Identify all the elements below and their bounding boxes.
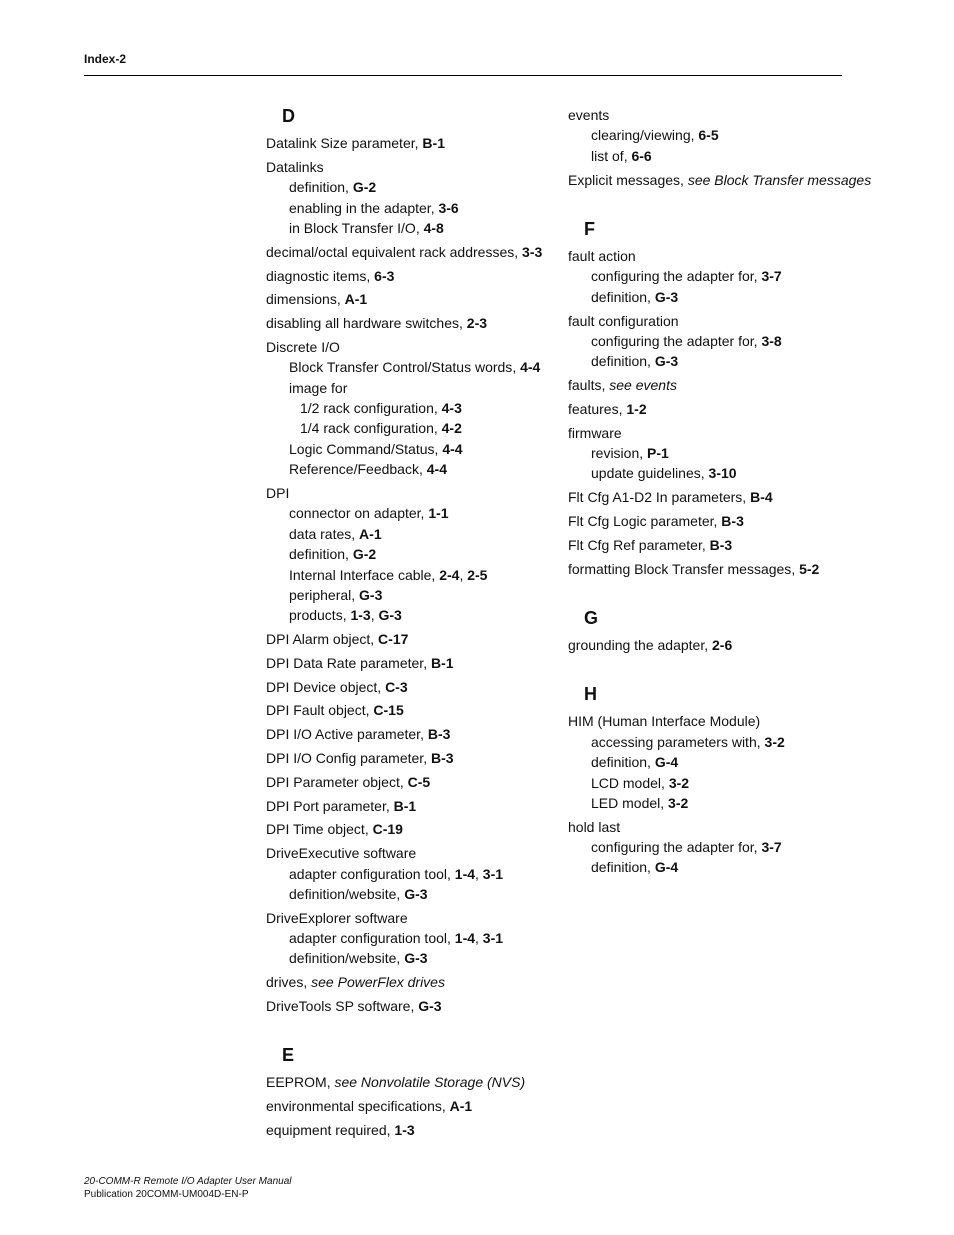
- index-entry: [266, 700, 551, 720]
- term-text: in Block Transfer I/O: [289, 219, 416, 236]
- term-text: DPI Fault object: [266, 702, 366, 719]
- index-section: [568, 105, 872, 190]
- index-subterm: configuring the adapter for, 3-8: [591, 332, 782, 349]
- index-subterm: definition, G-2: [289, 546, 377, 563]
- term-text: DPI Parameter object: [266, 773, 400, 790]
- term-text: clearing/viewing: [591, 127, 691, 144]
- index-entry: [568, 559, 858, 579]
- index-subterm: LED model, 3-2: [591, 794, 689, 811]
- page-reference: 4-8: [423, 219, 444, 236]
- publication-number: Publication 20COMM-UM004D-EN-P: [84, 1189, 249, 1200]
- index-entry: [266, 796, 551, 816]
- page-reference: 4-4: [442, 440, 463, 457]
- index-entry: [266, 629, 551, 649]
- term-text: DriveExplorer software: [266, 909, 408, 926]
- index-entry: [266, 289, 551, 309]
- see-reference: see PowerFlex drives: [311, 974, 445, 991]
- index-term: [266, 843, 551, 863]
- page-footer: [84, 1175, 291, 1201]
- term-text: list of: [591, 147, 624, 164]
- page-reference: B-3: [427, 726, 451, 743]
- term-text: DPI I/O Config parameter: [266, 750, 424, 767]
- page-reference: 4-4: [426, 461, 447, 478]
- term-text: definition: [591, 353, 648, 370]
- page-reference: G-3: [654, 288, 679, 305]
- term-text: connector on adapter: [289, 505, 421, 522]
- page-reference: G-2: [352, 179, 377, 196]
- term-text: Flt Cfg Logic parameter: [568, 512, 714, 529]
- index-term: DPI I/O Config parameter, B-3: [266, 750, 454, 767]
- page-reference: B-1: [422, 135, 445, 151]
- term-text: formatting Block Transfer messages: [568, 560, 792, 577]
- page-reference: 4-4: [520, 359, 541, 376]
- term-text: EEPROM: [266, 1074, 327, 1091]
- term-text: HIM (Human Interface Module): [568, 713, 761, 730]
- term-text: features: [568, 400, 619, 417]
- index-term: [568, 246, 858, 266]
- page-reference: 3-7: [761, 268, 782, 285]
- index-subterm: configuring the adapter for, 3-7: [591, 839, 782, 856]
- term-text: DPI Alarm object: [266, 631, 371, 648]
- page-reference: 2-5: [467, 566, 488, 583]
- index-entry: [266, 677, 551, 697]
- page-reference: C-5: [407, 773, 431, 790]
- index-entry: [266, 1120, 551, 1140]
- index-term: disabling all hardware switches, 2-3: [266, 315, 488, 332]
- index-subterm: adapter configuration tool, 1-4, 3-1: [289, 930, 504, 947]
- page-reference: 1-4: [454, 865, 476, 882]
- term-text: Datalink Size parameter: [266, 135, 415, 151]
- index-subterm: definition, G-3: [591, 353, 679, 370]
- page-reference: B-4: [750, 489, 773, 506]
- term-text: Datalinks: [266, 158, 324, 175]
- page-reference: 2-4: [439, 566, 460, 583]
- term-text: disabling all hardware switches: [266, 315, 459, 332]
- see-reference: see Block Transfer messages: [687, 171, 872, 188]
- page-reference: G-3: [418, 998, 442, 1015]
- page-reference: 1-1: [428, 505, 449, 522]
- index-term: DPI Time object, C-19: [266, 821, 403, 838]
- index-entry: [266, 483, 551, 626]
- section-letter: F: [584, 218, 595, 239]
- index-entry: [568, 711, 858, 813]
- index-entry: [266, 972, 551, 992]
- index-subterm: definition/website, G-3: [289, 950, 428, 967]
- page-reference: 6-5: [698, 127, 719, 144]
- index-subterm: LCD model, 3-2: [591, 774, 690, 791]
- index-subterm: definition, G-2: [289, 179, 377, 196]
- term-text: fault action: [568, 247, 636, 264]
- term-text: definition: [591, 754, 648, 771]
- index-term: DPI Parameter object, C-5: [266, 773, 431, 790]
- term-text: LED model: [591, 794, 661, 811]
- page-reference: G-3: [404, 885, 428, 902]
- term-text: DriveExecutive software: [266, 845, 417, 862]
- index-entry: [568, 375, 858, 395]
- index-entry: [266, 772, 551, 792]
- index-subterm: connector on adapter, 1-1: [289, 505, 449, 522]
- index-subterm: 1/2 rack configuration, 4-3: [300, 400, 462, 417]
- page-reference: B-3: [709, 536, 733, 553]
- index-column-left: [266, 105, 551, 1140]
- term-text: firmware: [568, 424, 622, 441]
- index-term: Flt Cfg Logic parameter, B-3: [568, 512, 744, 529]
- index-term: drives, see PowerFlex drives: [266, 974, 445, 991]
- term-text: Explicit messages: [568, 171, 681, 188]
- index-column-right: [568, 105, 872, 878]
- page-reference: 3-1: [482, 865, 504, 882]
- page-reference: 3-2: [764, 733, 785, 750]
- page-reference: 5-2: [799, 560, 820, 577]
- page-reference: 1-4: [454, 930, 476, 947]
- term-text: dimensions: [266, 291, 337, 308]
- page-reference: C-19: [372, 821, 403, 838]
- index-subterm: definition, G-4: [591, 859, 679, 876]
- term-text: Discrete I/O: [266, 338, 340, 355]
- section-letter: H: [584, 684, 597, 705]
- index-entry: [266, 266, 551, 286]
- index-subterm: [266, 378, 551, 398]
- section-letter: D: [282, 106, 295, 126]
- term-text: update guidelines: [591, 465, 701, 482]
- page-reference: 6-6: [631, 147, 652, 164]
- term-text: definition/website: [289, 950, 397, 967]
- index-term: [568, 711, 858, 731]
- index-entry: [568, 511, 858, 531]
- section-letter: E: [282, 1045, 295, 1066]
- index-term: [266, 337, 551, 357]
- header-rule: [84, 75, 842, 76]
- index-term: DPI I/O Active parameter, B-3: [266, 726, 451, 743]
- term-text: products: [289, 607, 343, 624]
- term-text: definition/website: [289, 885, 397, 902]
- term-text: revision: [591, 445, 640, 462]
- page-reference: C-15: [373, 702, 404, 719]
- page-reference: 3-1: [482, 930, 504, 947]
- index-term: formatting Block Transfer messages, 5-2: [568, 560, 820, 577]
- index-section: [266, 1044, 551, 1140]
- index-term: dimensions, A-1: [266, 291, 368, 308]
- term-text: adapter configuration tool: [289, 865, 447, 882]
- page-reference: G-4: [654, 859, 679, 876]
- index-subterm: configuring the adapter for, 3-7: [591, 268, 782, 285]
- term-text: DPI Time object: [266, 821, 365, 838]
- term-text: grounding the adapter: [568, 636, 705, 653]
- page-reference: G-3: [404, 950, 428, 967]
- page-reference: B-3: [430, 750, 454, 767]
- term-text: DPI: [266, 484, 290, 501]
- index-term: features, 1-2: [568, 400, 647, 417]
- page-reference: 3-7: [761, 839, 782, 856]
- index-subterm: definition, G-3: [591, 288, 679, 305]
- index-term: [266, 157, 551, 177]
- term-text: DPI Device object: [266, 678, 378, 695]
- index-term: diagnostic items, 6-3: [266, 267, 395, 284]
- index-subterm: data rates, A-1: [289, 525, 382, 542]
- term-text: fault configuration: [568, 312, 679, 329]
- term-text: configuring the adapter for: [591, 332, 754, 349]
- index-term: environmental specifications, A-1: [266, 1098, 473, 1115]
- page-reference: C-3: [385, 678, 408, 695]
- page-label: Index-2: [84, 52, 127, 66]
- index-subterm: list of, 6-6: [591, 147, 652, 164]
- index-entry: [266, 133, 551, 153]
- index-entry: [266, 748, 551, 768]
- term-text: definition: [289, 179, 346, 196]
- term-text: configuring the adapter for: [591, 268, 754, 285]
- term-text: DriveTools SP software: [266, 998, 411, 1015]
- term-text: image for: [289, 379, 348, 396]
- term-text: Logic Command/Status: [289, 440, 435, 457]
- index-entry: [266, 1096, 551, 1116]
- index-term: [266, 483, 551, 503]
- term-text: 1/4 rack configuration: [300, 420, 434, 437]
- index-term: DPI Fault object, C-15: [266, 702, 404, 719]
- term-text: events: [568, 107, 610, 123]
- index-entry: [568, 635, 858, 655]
- index-entry: [266, 724, 551, 744]
- index-entry: [568, 817, 858, 878]
- index-subterm: revision, P-1: [591, 445, 669, 462]
- page-reference: 3-2: [668, 774, 690, 791]
- page-reference: P-1: [647, 445, 669, 462]
- see-reference: see events: [609, 377, 677, 394]
- term-text: peripheral: [289, 586, 352, 603]
- page-reference: 3-2: [668, 794, 689, 811]
- index-subterm: Reference/Feedback, 4-4: [289, 461, 447, 478]
- index-entry: [568, 423, 858, 484]
- term-text: definition: [591, 288, 648, 305]
- index-entry: [266, 843, 551, 904]
- term-text: data rates: [289, 525, 352, 542]
- index-section: [266, 105, 551, 1016]
- index-entry: [266, 1072, 551, 1092]
- page-reference: B-3: [721, 512, 744, 529]
- index-term: Datalink Size parameter, B-1: [266, 135, 445, 151]
- index-term: decimal/octal equivalent rack addresses, 3-3: [266, 243, 543, 260]
- term-text: 1/2 rack configuration: [300, 400, 434, 417]
- term-text: LCD model: [591, 774, 662, 791]
- index-subterm: Block Transfer Control/Status words, 4-4: [289, 359, 541, 376]
- page-reference: 3-10: [708, 465, 737, 482]
- index-term: DPI Device object, C-3: [266, 678, 408, 695]
- page-reference: G-3: [654, 353, 679, 370]
- index-subterm: Internal Interface cable, 2-4, 2-5: [289, 566, 488, 583]
- term-text: definition: [591, 859, 648, 876]
- page-reference: C-17: [378, 631, 409, 648]
- index-term: DPI Data Rate parameter, B-1: [266, 654, 454, 671]
- index-term: faults, see events: [568, 377, 677, 394]
- term-text: Reference/Feedback: [289, 461, 419, 478]
- index-subterm: definition, G-4: [591, 754, 679, 771]
- index-term: Flt Cfg A1-D2 In parameters, B-4: [568, 489, 773, 506]
- page-reference: A-1: [359, 525, 382, 542]
- index-term: [568, 105, 858, 125]
- index-subterm: in Block Transfer I/O, 4-8: [289, 219, 444, 236]
- index-term: DriveTools SP software, G-3: [266, 998, 442, 1015]
- page-reference: 1-2: [626, 400, 647, 417]
- index-term: equipment required, 1-3: [266, 1122, 415, 1138]
- term-text: Flt Cfg A1-D2 In parameters: [568, 489, 743, 506]
- index-section: [568, 607, 858, 655]
- index-entry: [568, 399, 858, 419]
- page-reference: G-4: [654, 754, 679, 771]
- term-text: decimal/octal equivalent rack addresses: [266, 243, 515, 260]
- term-text: DPI Port parameter: [266, 797, 386, 814]
- page-reference: 3-6: [438, 199, 459, 216]
- index-entry: [266, 313, 551, 333]
- index-subterm: clearing/viewing, 6-5: [591, 127, 719, 144]
- page-reference: A-1: [344, 291, 368, 308]
- index-subterm: Logic Command/Status, 4-4: [289, 440, 463, 457]
- index-subterm: 1/4 rack configuration, 4-2: [300, 420, 462, 437]
- index-entry: [266, 908, 551, 969]
- index-term: Flt Cfg Ref parameter, B-3: [568, 536, 733, 553]
- index-subterm: definition/website, G-3: [289, 885, 428, 902]
- term-text: accessing parameters with: [591, 733, 757, 750]
- index-entry: [568, 487, 858, 507]
- index-subterm: enabling in the adapter, 3-6: [289, 199, 459, 216]
- index-entry: [568, 170, 872, 190]
- page-reference: 1-3: [394, 1122, 415, 1138]
- index-subterm: update guidelines, 3-10: [591, 465, 737, 482]
- term-text: adapter configuration tool: [289, 930, 447, 947]
- index-term: Explicit messages, see Block Transfer messages: [568, 171, 872, 188]
- index-term: [568, 423, 858, 443]
- page-reference: B-1: [393, 797, 417, 814]
- page-reference: 3-3: [522, 243, 543, 260]
- term-text: drives: [266, 974, 304, 991]
- index-term: DPI Alarm object, C-17: [266, 631, 409, 648]
- term-text: Block Transfer Control/Status words: [289, 359, 513, 376]
- index-subterm: products, 1-3, G-3: [289, 607, 402, 624]
- index-subterm: peripheral, G-3: [289, 586, 383, 603]
- term-text: enabling in the adapter: [289, 199, 431, 216]
- term-text: diagnostic items: [266, 267, 367, 284]
- term-text: hold last: [568, 818, 621, 835]
- index-entry: [266, 653, 551, 673]
- term-text: configuring the adapter for: [591, 839, 754, 856]
- index-entry: [266, 157, 551, 239]
- term-text: faults: [568, 377, 602, 394]
- see-reference: see Nonvolatile Storage (NVS): [334, 1074, 526, 1091]
- index-section: [568, 218, 858, 579]
- index-subterm: accessing parameters with, 3-2: [591, 733, 785, 750]
- page-reference: 2-3: [466, 315, 488, 332]
- page-reference: 2-6: [712, 636, 733, 653]
- page-reference: A-1: [449, 1098, 473, 1115]
- index-term: EEPROM, see Nonvolatile Storage (NVS): [266, 1074, 526, 1091]
- index-entry: [266, 242, 551, 262]
- index-entry: [568, 105, 858, 166]
- index-entry: [568, 535, 858, 555]
- term-text: Internal Interface cable: [289, 566, 432, 583]
- index-term: [568, 311, 858, 331]
- term-text: DPI Data Rate parameter: [266, 654, 424, 671]
- page-reference: 6-3: [374, 267, 395, 284]
- page-reference: G-2: [352, 546, 377, 563]
- page-reference: G-3: [378, 607, 402, 624]
- index-entry: [568, 311, 858, 372]
- index-entry: [266, 996, 551, 1016]
- section-letter: G: [584, 607, 599, 628]
- index-term: DPI Port parameter, B-1: [266, 797, 417, 814]
- index-term: grounding the adapter, 2-6: [568, 636, 733, 653]
- index-term: [568, 817, 858, 837]
- index-term: [266, 908, 551, 928]
- page-reference: B-1: [430, 654, 454, 671]
- term-text: definition: [289, 546, 346, 563]
- term-text: Flt Cfg Ref parameter: [568, 536, 702, 553]
- manual-title: 20-COMM-R Remote I/O Adapter User Manual: [84, 1176, 292, 1187]
- index-section: [568, 683, 858, 878]
- page-reference: 3-8: [761, 332, 782, 349]
- index-subterm: adapter configuration tool, 1-4, 3-1: [289, 865, 504, 882]
- index-entry: [568, 246, 858, 307]
- page-reference: 4-3: [441, 400, 462, 417]
- page-reference: G-3: [359, 586, 383, 603]
- page-reference: 4-2: [441, 420, 462, 437]
- index-entry: [266, 819, 551, 839]
- term-text: DPI I/O Active parameter: [266, 726, 421, 743]
- term-text: environmental specifications: [266, 1098, 442, 1115]
- index-entry: [266, 337, 551, 480]
- page-reference: 1-3: [350, 607, 371, 624]
- term-text: equipment required: [266, 1122, 387, 1138]
